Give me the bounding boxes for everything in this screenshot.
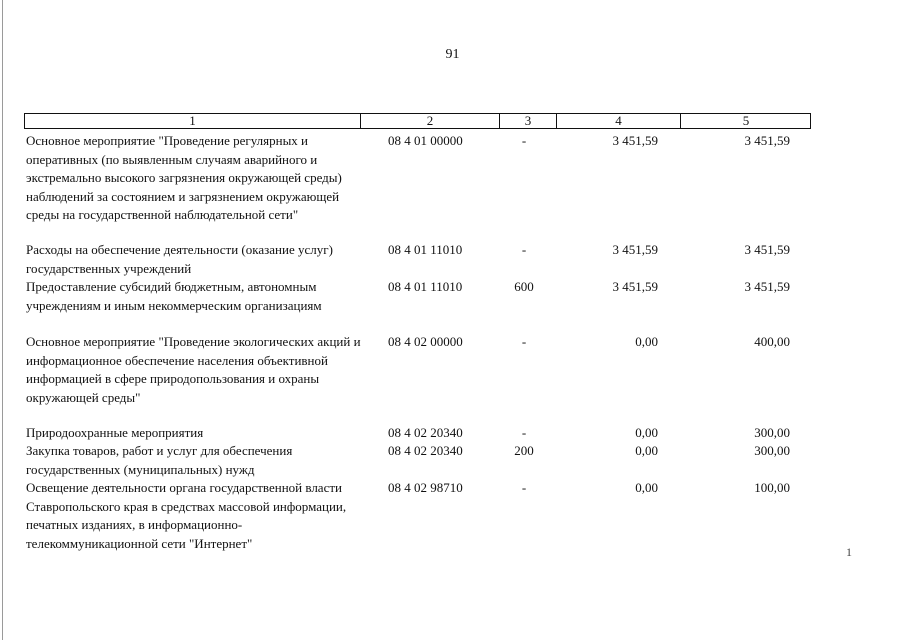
row-name: Освещение деятельности органа государственной власти Ставропольского края в средствах массовой информации, печатных изданиях, в информационно-телекоммуникационной сети "Интернет" <box>26 480 347 551</box>
row-value-col-5: 100,00 <box>754 480 790 495</box>
header-col-1: 1 <box>189 113 196 128</box>
row-code: 08 4 02 20340 <box>388 425 463 440</box>
header-col-4: 4 <box>556 114 680 128</box>
page-number: 91 <box>445 47 460 62</box>
row-value-col-4: 3 451,59 <box>612 279 658 294</box>
row-name: Предоставление субсидий бюджетным, автономным учреждениям и иным некоммерческим организациям <box>26 279 322 313</box>
row-expense-type: - <box>521 334 527 349</box>
row-value-col-4: 3 451,59 <box>612 242 658 257</box>
row-name: Закупка товаров, работ и услуг для обеспечения государственных (муниципальных) нужд <box>26 443 293 477</box>
header-col-5: 5 <box>680 114 811 128</box>
page-left-edge-line <box>2 0 3 640</box>
row-code: 08 4 02 98710 <box>388 480 463 495</box>
row-name: Расходы на обеспечение деятельности (оказание услуг) государственных учреждений <box>26 242 333 276</box>
row-expense-type: - <box>521 242 527 257</box>
row-value-col-4: 0,00 <box>635 443 658 458</box>
row-expense-type: - <box>521 133 527 148</box>
row-code: 08 4 01 11010 <box>388 279 463 294</box>
row-code: 08 4 01 11010 <box>388 242 463 257</box>
row-value-col-5: 400,00 <box>754 334 790 349</box>
table-header-row <box>24 113 811 129</box>
row-value-col-5: 3 451,59 <box>744 279 790 294</box>
row-value-col-4: 0,00 <box>635 480 658 495</box>
row-value-col-4: 3 451,59 <box>612 133 658 148</box>
row-value-col-5: 300,00 <box>754 443 790 458</box>
row-expense-type: - <box>521 425 527 440</box>
row-expense-type: 200 <box>514 443 534 458</box>
row-value-col-4: 0,00 <box>635 334 658 349</box>
budget-table <box>24 113 811 551</box>
row-name: Основное мероприятие "Проведение экологических акций и информационное обеспечение населения объективной информацией в сфере природопользования и охраны окружающей среды" <box>26 334 361 405</box>
row-name: Основное мероприятие "Проведение регулярных и оперативных (по выявленным случаям аварийного и экстремально высокого загрязнения окружающей среды) наблюдений за состоянием и загрязнением окружающей среды на государственной наблюдательной сети" <box>26 133 342 222</box>
row-code: 08 4 02 00000 <box>388 334 463 349</box>
header-col-3: 3 <box>499 114 556 128</box>
row-value-col-5: 3 451,59 <box>744 133 790 148</box>
row-code: 08 4 01 00000 <box>388 133 463 148</box>
row-value-col-4: 0,00 <box>635 425 658 440</box>
row-value-col-5: 3 451,59 <box>744 242 790 257</box>
margin-mark: 1 <box>846 545 852 559</box>
row-code: 08 4 02 20340 <box>388 443 463 458</box>
row-expense-type: 600 <box>514 279 534 294</box>
row-name: Природоохранные мероприятия <box>26 425 204 440</box>
row-expense-type: - <box>521 480 527 495</box>
row-value-col-5: 300,00 <box>754 425 790 440</box>
header-col-2: 2 <box>360 114 499 128</box>
